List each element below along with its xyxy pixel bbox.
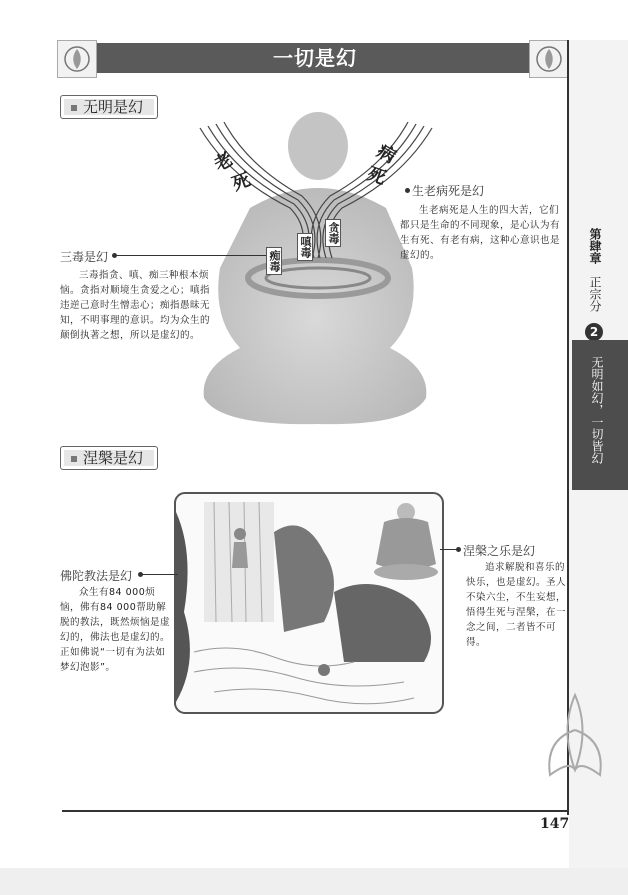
arc-label-old: 老 [210, 148, 237, 176]
footer-band [0, 868, 628, 895]
chapter-label: 第肆章 [588, 228, 602, 264]
lotus-emblem-icon [57, 40, 97, 78]
page-number: 147 [540, 816, 570, 832]
annotation-title-three-poisons: 三毒是幻 [60, 250, 109, 264]
page-title: 一切是幻 [273, 46, 357, 70]
arc-label-death-right: 死 [364, 163, 389, 190]
annotation-body-aging: 生老病死是人生的四大苦，它们都只是生命的不同现象，是心认为有生有死、有老有病，这种心意识也是虚幻的。 [400, 205, 561, 261]
section-title: 无明是幻 [83, 98, 144, 116]
annotation-body-buddha-teaching: 众生有84 000烦恼，佛有84 000帮助解脱的教法，既然烦恼是虚幻的，佛法也是虚幻的。正如佛说“一切有为法如梦幻泡影”。 [60, 587, 171, 673]
section-label-ignorance [60, 95, 158, 119]
annotation-title-buddha-teaching: 佛陀教法是幻 [60, 569, 133, 583]
lotus-decoration-icon [540, 690, 610, 794]
section-label-nirvana [60, 446, 158, 470]
pointer-line [116, 255, 266, 256]
arc-label-sickness: 病 [373, 140, 400, 168]
annotation-title-nirvana: 涅槃之乐是幻 [463, 544, 536, 558]
section-title: 涅槃是幻 [83, 449, 144, 467]
nirvana-illustration [174, 492, 444, 714]
lotus-emblem-icon [529, 40, 569, 78]
section-label: 正宗分 [588, 276, 602, 312]
arc-label-death-left: 死 [229, 169, 254, 196]
poison-delusion: 痴毒 [266, 247, 282, 275]
bullet-icon [71, 105, 77, 111]
footer-rule [62, 810, 567, 812]
pointer-dot [456, 547, 461, 552]
chapter-number-badge: 2 [585, 323, 603, 341]
pointer-line [142, 574, 178, 575]
annotation-body-three-poisons: 三毒指贪、嗔、痴三种根本烦恼。贪指对顺境生贪爱之心；嗔指违逆己意时生憎恚心；痴指愚昧无知，不明事理的意识。均为众生的颠倒执著之想，所以是虚幻的。 [60, 270, 211, 341]
bullet-icon [71, 456, 77, 462]
annotation-body-nirvana: 追求解脱和喜乐的快乐，也是虚幻。圣人不染六尘，不生妄想，悟得生死与涅槃，在一念之间，二者皆不可得。 [466, 562, 567, 648]
poison-anger: 嗔毒 [297, 233, 313, 261]
annotation-title-aging: 生老病死是幻 [412, 184, 485, 198]
active-tab-label: 无明如幻，一切皆幻 [590, 356, 604, 464]
poison-greed: 贪毒 [325, 219, 341, 247]
pointer-dot [405, 188, 410, 193]
